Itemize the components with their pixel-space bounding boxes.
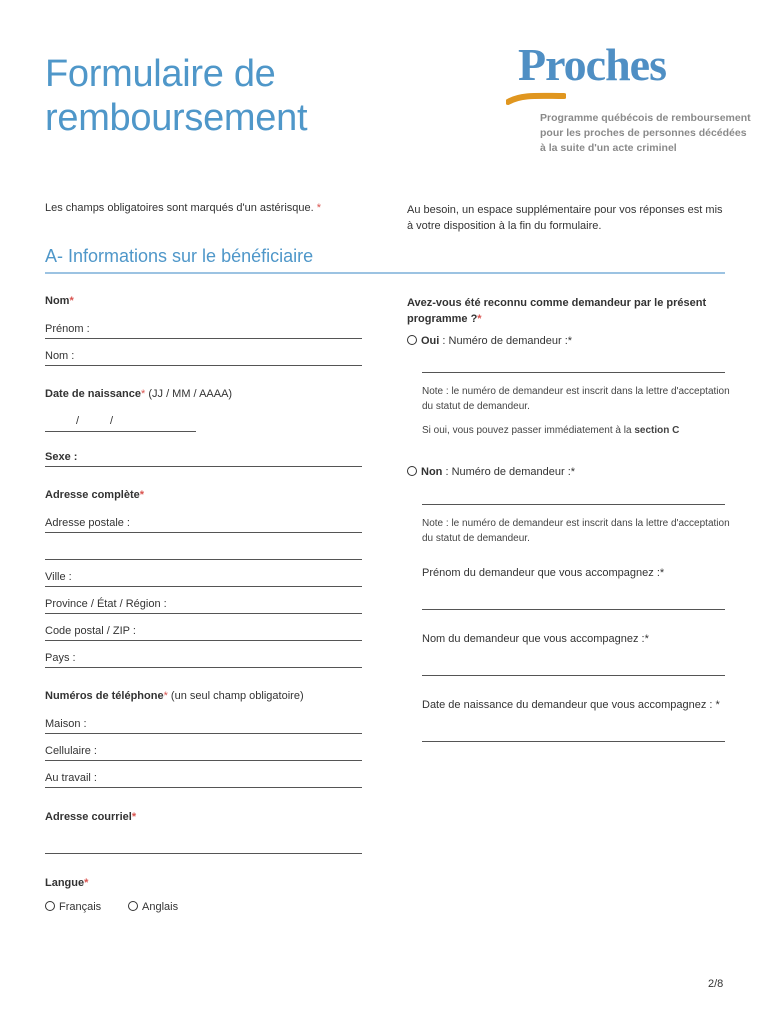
ville-field[interactable] [45, 586, 362, 587]
courriel-heading: Adresse courriel* [45, 811, 137, 823]
dob-accompagne-field[interactable] [422, 741, 725, 742]
reconnu-question: Avez-vous été reconnu comme demandeur par le présent programme ?* [407, 297, 707, 325]
dob-heading: Date de naissance* (JJ / MM / AAAA) [45, 388, 233, 400]
pays-label: Pays : [45, 652, 76, 664]
code-postal-field[interactable] [45, 640, 362, 641]
oui-numero-field[interactable] [422, 372, 725, 373]
nom-heading: Nom* [45, 295, 74, 307]
sexe-label: Sexe : [45, 451, 78, 463]
nom-accompagne-field[interactable] [422, 675, 725, 676]
logo-swoosh [506, 90, 566, 106]
prenom-accompagne-label: Prénom du demandeur que vous accompagnez :* [422, 567, 665, 579]
courriel-field[interactable] [45, 853, 362, 854]
page-number: 2/8 [708, 978, 724, 990]
ville-label: Ville : [45, 571, 72, 583]
adresse-postale-label: Adresse postale : [45, 517, 130, 529]
nom-field[interactable] [45, 365, 362, 366]
telephone-heading: Numéros de téléphone* (un seul champ obligatoire) [45, 690, 304, 702]
proches-logo: Proches [518, 39, 667, 90]
radio-oui[interactable]: Oui : Numéro de demandeur :* [407, 335, 572, 347]
form-title: Formulaire de remboursement [45, 53, 308, 139]
langue-heading: Langue* [45, 877, 89, 889]
cellulaire-field[interactable] [45, 760, 362, 761]
dob-field[interactable] [45, 431, 196, 432]
radio-non[interactable]: Non : Numéro de demandeur :* [407, 466, 575, 478]
radio-circle-icon[interactable] [407, 466, 417, 476]
note-non: Note : le numéro de demandeur est inscrit dans la lettre d'acceptation du statut de demandeur. [422, 518, 730, 544]
section-a-title: A- Informations sur le bénéficiaire [45, 246, 314, 266]
nom-accompagne-label: Nom du demandeur que vous accompagnez :* [422, 633, 649, 645]
radio-circle-icon[interactable] [407, 335, 417, 345]
code-postal-label: Code postal / ZIP : [45, 625, 136, 637]
dob-slash-1: / [76, 415, 80, 427]
nom-label: Nom : [45, 350, 75, 362]
pays-field[interactable] [45, 667, 362, 668]
dob-accompagne-label: Date de naissance du demandeur que vous accompagnez : * [422, 699, 720, 711]
cellulaire-label: Cellulaire : [45, 745, 97, 757]
maison-field[interactable] [45, 733, 362, 734]
prenom-accompagne-field[interactable] [422, 609, 725, 610]
sexe-field[interactable] [45, 466, 362, 467]
non-numero-field[interactable] [422, 504, 725, 505]
travail-label: Au travail : [45, 772, 97, 784]
adresse-postale-field[interactable] [45, 532, 362, 533]
si-oui-note: Si oui, vous pouvez passer immédiatement à la section C [422, 425, 680, 436]
radio-circle-icon[interactable] [128, 901, 138, 911]
note-oui: Note : le numéro de demandeur est inscrit dans la lettre d'acceptation du statut de demandeur. [422, 386, 730, 412]
radio-francais[interactable]: Français [45, 901, 101, 913]
required-note: Les champs obligatoires sont marqués d'un astérisque. * [45, 202, 322, 214]
adresse-postale-field-2[interactable] [45, 559, 362, 560]
adresse-heading: Adresse complète* [45, 489, 145, 501]
logo-subtitle: Programme québécois de remboursement pour les proches de personnes décédées à la suite d'un acte criminel [540, 112, 751, 154]
radio-anglais[interactable]: Anglais [128, 901, 178, 913]
province-field[interactable] [45, 613, 362, 614]
prenom-label: Prénom : [45, 323, 90, 335]
province-label: Province / État / Région : [45, 598, 167, 610]
section-divider [45, 272, 725, 274]
extra-space-note: Au besoin, un espace supplémentaire pour vos réponses est mis à votre disposition à la fin du formulaire. [407, 204, 723, 232]
travail-field[interactable] [45, 787, 362, 788]
radio-circle-icon[interactable] [45, 901, 55, 911]
maison-label: Maison : [45, 718, 87, 730]
prenom-field[interactable] [45, 338, 362, 339]
dob-slash-2: / [110, 415, 114, 427]
